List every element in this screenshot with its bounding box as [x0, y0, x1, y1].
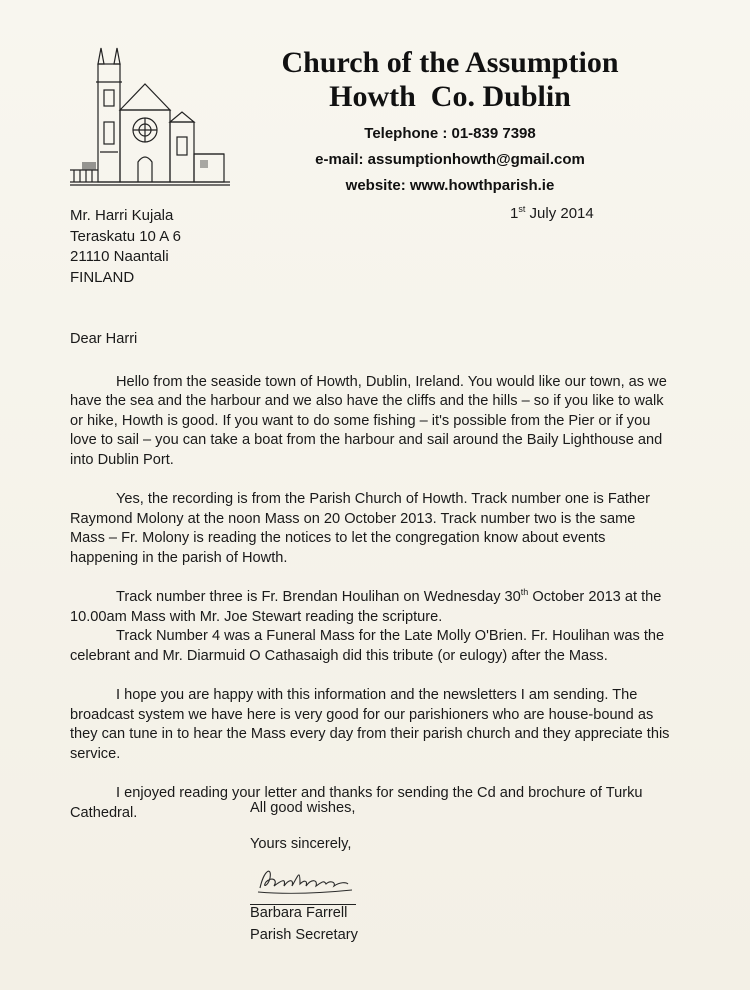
- church-location: Howth Co. Dublin: [329, 80, 571, 113]
- paragraph-3-sup: th: [520, 587, 529, 598]
- closing-wishes: All good wishes,: [250, 800, 356, 816]
- salutation: Dear Harri: [70, 331, 138, 347]
- handwritten-signature: [252, 858, 362, 898]
- recipient-city: 21110 Naantali: [70, 248, 169, 265]
- signer-title: Parish Secretary: [250, 927, 358, 943]
- date-day: 1: [510, 205, 519, 222]
- recipient-street: Teraskatu 10 A 6: [70, 227, 181, 245]
- letter-date: [510, 204, 594, 222]
- paragraph-3-part2: October 2013 at the 10.00am Mass with Mr. Joe Stewart reading the scripture.: [70, 589, 662, 625]
- paragraph-4: Track Number 4 was a Funeral Mass for the Late Molly O'Brien. Fr. Houlihan was the celebrant and Mr. Diarmuid O Cathasaigh did this tribute (or eulogy) after the Mass.: [70, 628, 665, 664]
- recipient-address: [70, 206, 181, 288]
- date-suffix: st: [518, 204, 526, 214]
- letter-body: [70, 330, 672, 843]
- paragraph-1: Hello from the seaside town of Howth, Dublin, Ireland. You would like our town, as we have the sea and the harbour and we also have the cliffs and the hills – so if you like to walk or hike, Howth is good. If you want to do some fishing – it's possible from the Pier or if you love to sail – you can take a boat from the harbour and sail around the Baily Lighthouse and into Dublin Port.: [70, 373, 667, 468]
- recipient-name: Mr. Harri Kujala: [70, 207, 174, 224]
- paragraph-6: I enjoyed reading your letter and thanks for sending the Cd and brochure of Turku Cathedral.: [70, 785, 643, 821]
- date-rest: July 2014: [525, 205, 594, 222]
- closing-sign-off: Yours sincerely,: [250, 836, 352, 852]
- church-illustration-logo: [70, 42, 230, 192]
- church-name: Church of the Assumption: [281, 46, 619, 79]
- paragraph-5: I hope you are happy with this information and the newsletters I am sending. The broadcast system we have here is very good for our parishioners who are house-bound as they can tune in to hear the Mass every day from their parish church and they appreciate this service.: [70, 687, 670, 762]
- telephone-line: Telephone : 01-839 7398: [364, 125, 536, 142]
- website-line: website: www.howthparish.ie: [345, 177, 555, 194]
- paragraph-3: [70, 588, 672, 627]
- letterhead-title: [230, 46, 670, 114]
- signer-name: Barbara Farrell: [250, 905, 348, 921]
- email-line: e-mail: assumptionhowth@gmail.com: [315, 151, 585, 168]
- paragraph-2: Yes, the recording is from the Parish Church of Howth. Track number one is Father Raymond Molony at the noon Mass on 20 October 2013. Track number two is the same Mass – Fr. Molony is reading the notices to let the congregation know about events happening in the parish of Howth.: [70, 491, 650, 566]
- recipient-country: FINLAND: [70, 268, 135, 286]
- paragraph-3-part1: Track number three is Fr. Brendan Houlihan on Wednesday 30: [116, 589, 521, 606]
